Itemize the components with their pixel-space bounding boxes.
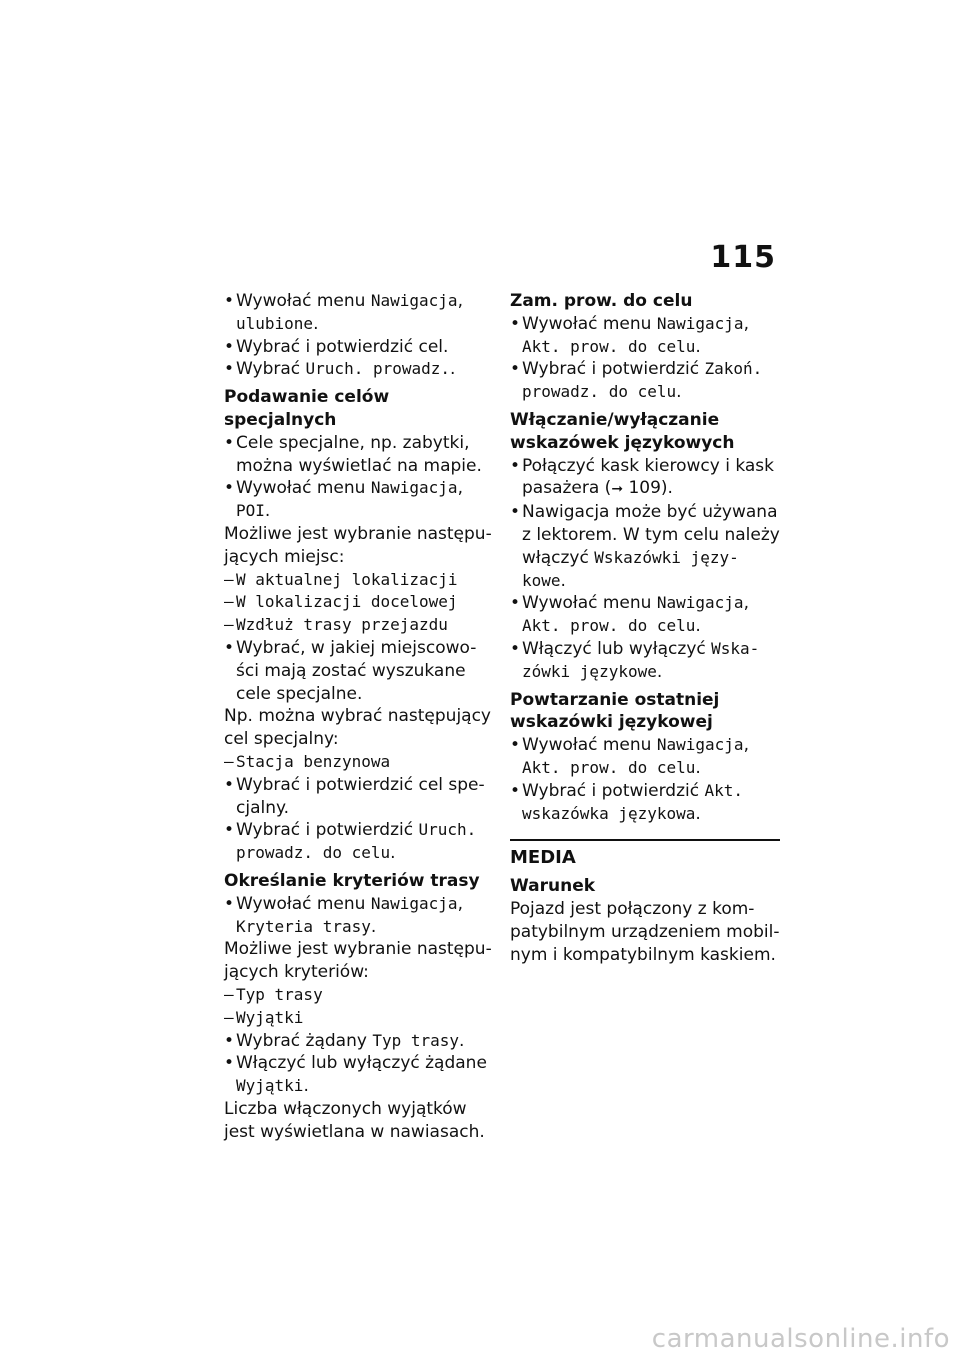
dash-item: – W aktualnej lokalizacji xyxy=(224,569,494,592)
left-column xyxy=(224,290,494,1143)
list-item: • Nawigacja może być używana z lektorem. W tym celu należy włączyć Wskazówki języ- kowe. xyxy=(510,501,780,592)
list-item: • Wybrać, w jakiej miejscowo- ści mają zostać wyszukane cele specjalne. xyxy=(224,637,494,705)
page-number: 115 xyxy=(710,240,776,275)
list-item: • Wywołać menu Nawigacja, POI. xyxy=(224,477,494,523)
paragraph: Np. można wybrać następujący cel specjalny: xyxy=(224,706,491,750)
paragraph: Możliwe jest wybranie następu- jących kryteriów: xyxy=(224,939,492,983)
paragraph: Możliwe jest wybranie następu- jących miejsc: xyxy=(224,523,492,567)
chapter-heading: MEDIA xyxy=(510,847,576,869)
dash-item: – W lokalizacji docelowej xyxy=(224,591,494,614)
dash-item: – Wyjątki xyxy=(224,1007,494,1030)
dash-item: – Wzdłuż trasy przejazdu xyxy=(224,614,494,637)
list-item: • Włączyć lub wyłączyć żądane Wyjątki. xyxy=(224,1052,494,1098)
list-item: • Wywołać menu Nawigacja, Akt. prow. do celu. xyxy=(510,734,780,780)
list-item: • Połączyć kask kierowcy i kask pasażera (➞ 109). xyxy=(510,455,780,502)
paragraph: Pojazd jest połączony z kom- patybilnym urządzeniem mobil- nym i kompatybilnym kaskiem. xyxy=(510,898,780,965)
dash-item: – Stacja benzynowa xyxy=(224,751,494,774)
list-item: • Wywołać menu Nawigacja, Kryteria trasy. xyxy=(224,893,494,939)
arrow-right-icon[interactable]: ➞ xyxy=(611,481,624,498)
list-item: • Wybrać żądany Typ trasy. xyxy=(224,1030,494,1053)
watermark: carmanualsonline.info xyxy=(651,1324,950,1354)
right-column xyxy=(510,290,780,966)
list-item: • Wywołać menu Nawigacja, Akt. prow. do celu. xyxy=(510,313,780,359)
list-item: • Wybrać i potwierdzić Uruch. prowadz. do celu. xyxy=(224,819,494,865)
list-item: • Wybrać i potwierdzić cel spe- cjalny. xyxy=(224,774,494,820)
section-heading: Określanie kryteriów trasy xyxy=(224,870,480,891)
list-item: • Wybrać Uruch. prowadz.. xyxy=(224,358,494,381)
list-item: • Wywołać menu Nawigacja, ulubione. xyxy=(224,290,494,336)
list-item: • Wybrać i potwierdzić Akt. wskazówka językowa. xyxy=(510,780,780,826)
section-divider xyxy=(510,839,780,841)
section-heading: Zam. prow. do celu xyxy=(510,291,693,311)
section-heading: Warunek xyxy=(510,876,596,897)
paragraph: Liczba włączonych wyjątków jest wyświetlana w nawiasach. xyxy=(224,1098,485,1142)
section-heading: Powtarzanie ostatniej wskazówki językowej xyxy=(510,689,720,733)
dash-item: – Typ trasy xyxy=(224,984,494,1007)
list-item: • Cele specjalne, np. zabytki, można wyświetlać na mapie. xyxy=(224,432,494,478)
section-heading: Podawanie celów specjalnych xyxy=(224,387,390,430)
list-item: • Wybrać i potwierdzić Zakoń. prowadz. do celu. xyxy=(510,358,780,404)
list-item: • Wybrać i potwierdzić cel. xyxy=(224,336,494,359)
section-heading: Włączanie/wyłączanie wskazówek językowych xyxy=(510,409,735,453)
list-item: • Włączyć lub wyłączyć Wska- zówki językowe. xyxy=(510,638,780,684)
list-item: • Wywołać menu Nawigacja, Akt. prow. do celu. xyxy=(510,592,780,638)
